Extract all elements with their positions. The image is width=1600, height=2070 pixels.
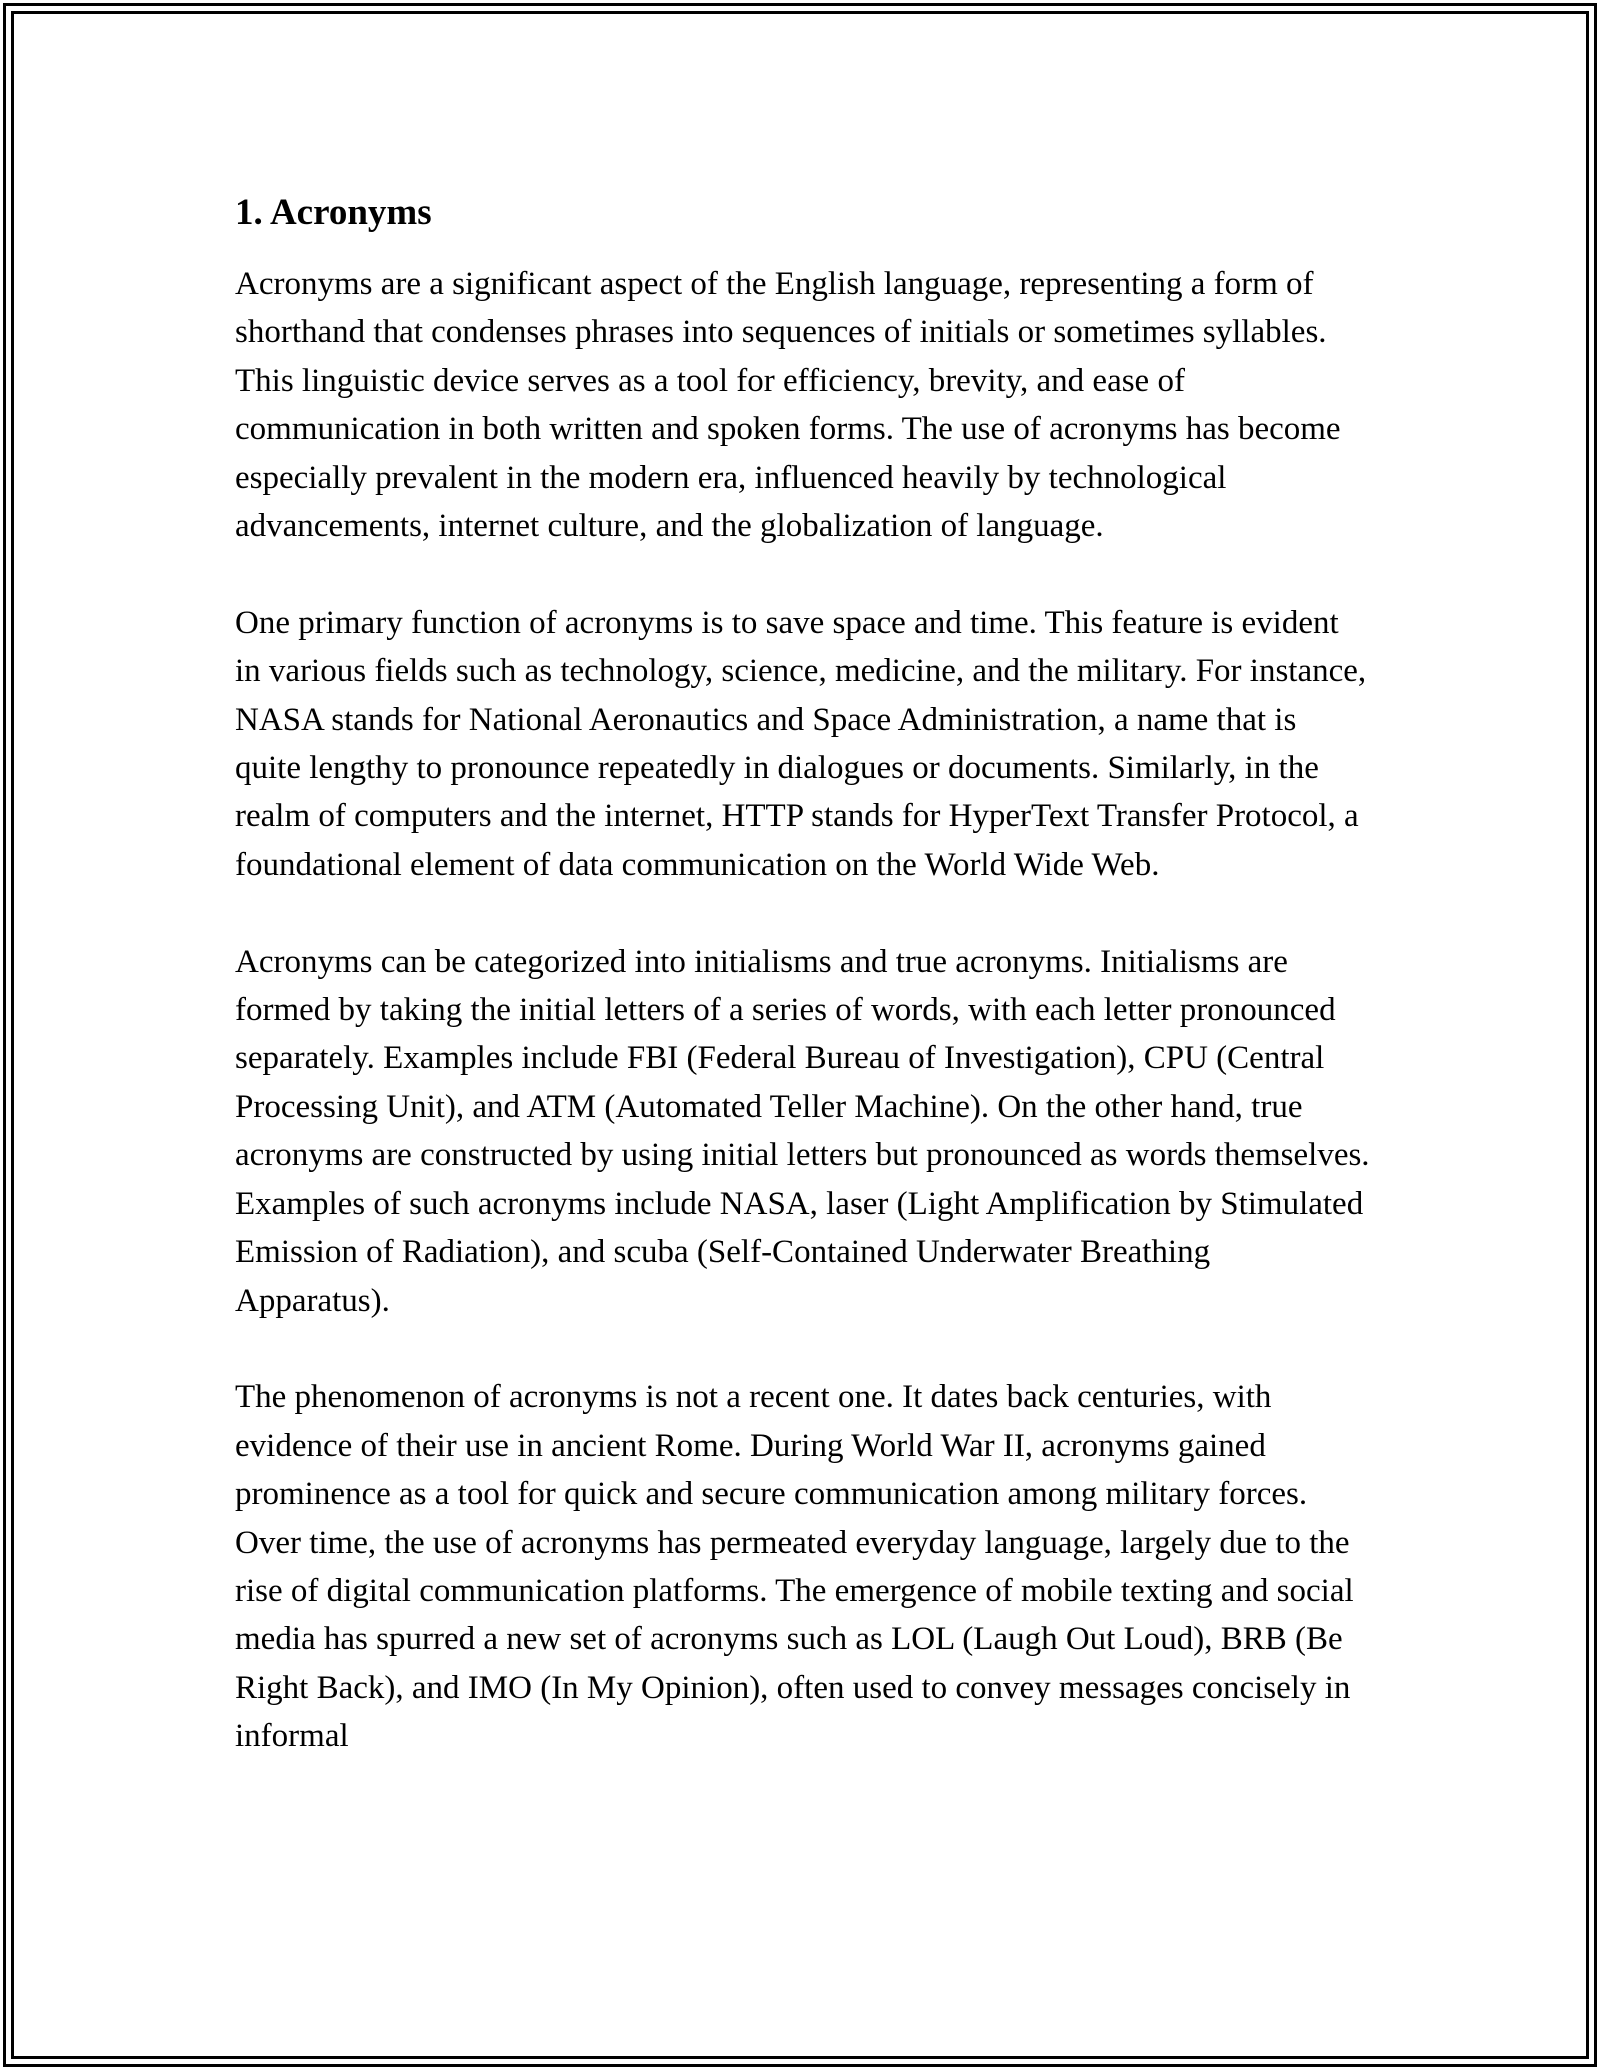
paragraph-2: One primary function of acronyms is to save space and time. This feature is evident in various fields such as technology, science, medicine, and the military. For instance, NASA stands for National Aeronautics and Space Administration, a name that is quite lengthy to pronounce repeatedly in dialogues or documents. Similarly, in the realm of computers and the internet, HTTP stands for HyperText Transfer Protocol, a foundational element of data communication on the World Wide Web. — [235, 604, 1367, 883]
paragraph-1: Acronyms are a significant aspect of the English language, representing a form of shorthand that condenses phrases into sequences of initials or sometimes syllables. This linguistic device serves as a tool for efficiency, brevity, and ease of communication in both written and spoken forms. The use of acronyms has become especially prevalent in the modern era, influenced heavily by technological advancements, internet culture, and the globalization of language. — [235, 266, 1341, 545]
section-heading: 1. Acronyms — [235, 192, 432, 233]
document-body — [235, 186, 1370, 1809]
paragraph-3: Acronyms can be categorized into initialisms and true acronyms. Initialisms are formed by taking the initial letters of a series of words, with each letter pronounced separately. Examples include FBI (Federal Bureau of Investigation), CPU (Central Processing Unit), and ATM (Automated Teller Machine). On the other hand, true acronyms are constructed by using initial letters but pronounced as words themselves. Examples of such acronyms include NASA, laser (Light Amplification by Stimulated Emission of Radiation), and scuba (Self-Contained Underwater Breathing Apparatus). — [235, 943, 1370, 1319]
paragraph-4: The phenomenon of acronyms is not a recent one. It dates back centuries, with evidence of their use in ancient Rome. During World War II, acronyms gained prominence as a tool for quick and secure communication among military forces. Over time, the use of acronyms has permeated everyday language, largely due to the rise of digital communication platforms. The emergence of mobile texting and social media has spurred a new set of acronyms such as LOL (Laugh Out Loud), BRB (Be Right Back), and IMO (In My Opinion), often used to convey messages concisely in informal — [235, 1379, 1354, 1755]
